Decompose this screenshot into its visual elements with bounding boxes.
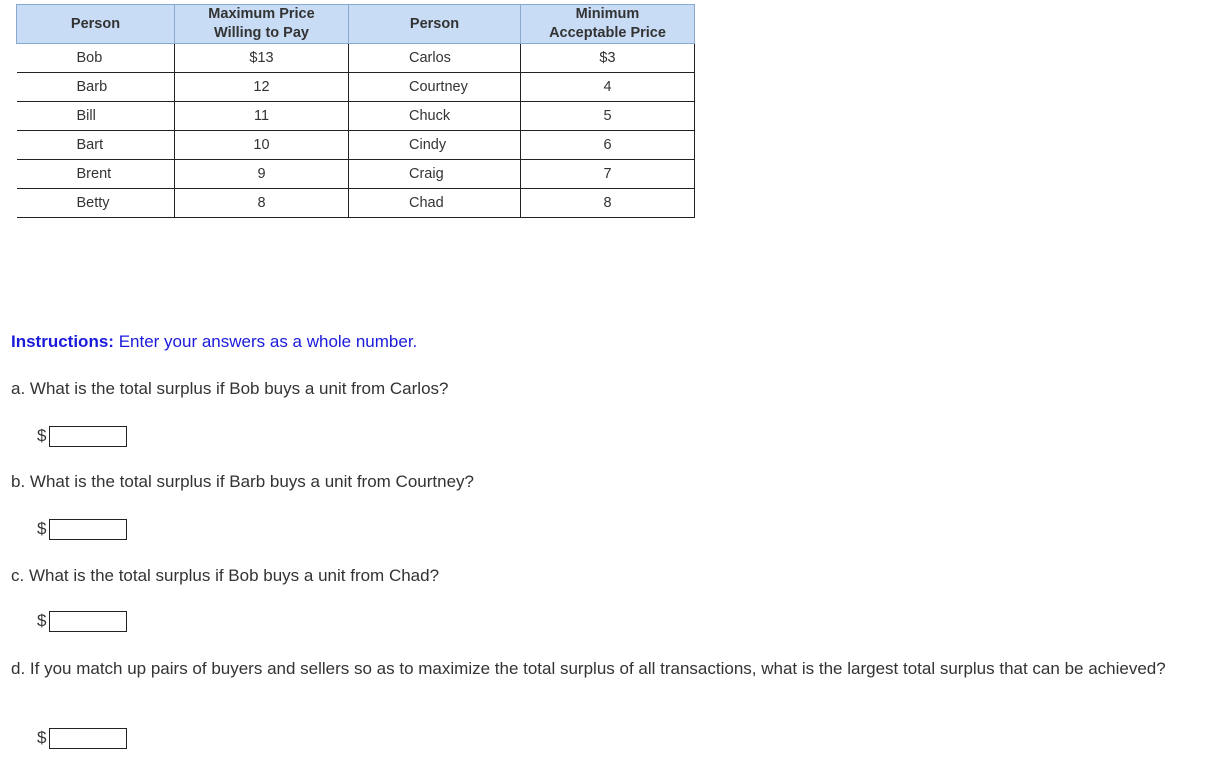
answer-input-d[interactable] (49, 728, 127, 749)
max-price-cell: $13 (175, 44, 349, 73)
question-c: c. What is the total surplus if Bob buys a unit from Chad? (11, 566, 440, 585)
table-row (17, 102, 695, 131)
table-row (17, 131, 695, 160)
buyer-cell: Bill (17, 102, 175, 131)
min-price-cell: $3 (521, 44, 695, 73)
table-row (17, 73, 695, 102)
seller-cell: Cindy (349, 131, 521, 160)
table-row (17, 44, 695, 73)
question-d: d. If you match up pairs of buyers and sellers so as to maximize the total surplus of all transactions, what is the largest total surplus that can be achieved? (11, 659, 1166, 678)
currency-symbol: $ (37, 728, 47, 747)
min-price-cell: 5 (521, 102, 695, 131)
currency-symbol: $ (37, 426, 47, 445)
currency-symbol: $ (37, 611, 47, 630)
seller-cell: Chuck (349, 102, 521, 131)
instructions-text: Enter your answers as a whole number. (118, 332, 418, 351)
instructions-label: Instructions: (11, 332, 114, 351)
buyer-cell: Betty (17, 189, 175, 218)
header-person-seller: Person (349, 5, 521, 44)
min-price-cell: 7 (521, 160, 695, 189)
seller-cell: Carlos (349, 44, 521, 73)
min-price-cell: 4 (521, 73, 695, 102)
header-maximum-price: Maximum Price Willing to Pay (175, 5, 349, 44)
answer-row-d (37, 726, 127, 750)
buyer-cell: Bart (17, 131, 175, 160)
buyer-cell: Barb (17, 73, 175, 102)
table-row (17, 160, 695, 189)
buyer-cell: Brent (17, 160, 175, 189)
instructions (11, 332, 417, 352)
seller-cell: Courtney (349, 73, 521, 102)
header-minimum-price: Minimum Acceptable Price (521, 5, 695, 44)
answer-input-a[interactable] (49, 426, 127, 447)
seller-cell: Chad (349, 189, 521, 218)
price-table (16, 4, 695, 218)
max-price-cell: 8 (175, 189, 349, 218)
answer-row-c (37, 609, 127, 633)
answer-input-b[interactable] (49, 519, 127, 540)
answer-row-a (37, 424, 127, 448)
header-person-buyer: Person (17, 5, 175, 44)
min-price-cell: 6 (521, 131, 695, 160)
question-b: b. What is the total surplus if Barb buys a unit from Courtney? (11, 472, 474, 491)
table-row (17, 189, 695, 218)
max-price-cell: 9 (175, 160, 349, 189)
answer-row-b (37, 517, 127, 541)
currency-symbol: $ (37, 519, 47, 538)
question-a: a. What is the total surplus if Bob buys a unit from Carlos? (11, 379, 449, 398)
max-price-cell: 10 (175, 131, 349, 160)
seller-cell: Craig (349, 160, 521, 189)
buyer-cell: Bob (17, 44, 175, 73)
answer-input-c[interactable] (49, 611, 127, 632)
table-header-row (17, 5, 695, 44)
min-price-cell: 8 (521, 189, 695, 218)
max-price-cell: 12 (175, 73, 349, 102)
max-price-cell: 11 (175, 102, 349, 131)
